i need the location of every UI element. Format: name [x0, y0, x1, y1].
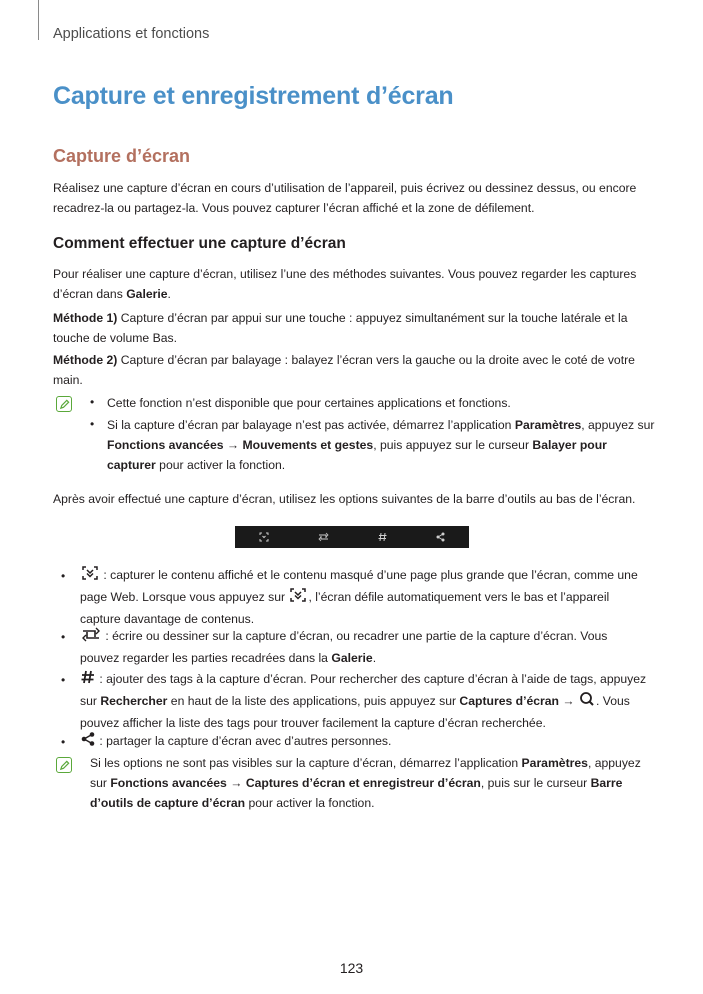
bullet-dot: • [61, 630, 66, 644]
howto-paragraph: Pour réaliser une capture d’écran, utilisez l’une des méthodes suivantes. Vous pouvez regarder les captures d’écran dans Galerie. [53, 267, 637, 301]
bullet-dot: • [90, 417, 95, 431]
note2-text: Si les options ne sont pas visibles sur la capture d’écran, démarrez l’application Paramètres, appuyez sur Fonctions avancées → Captures d’écran et enregistreur d’écran, puis sur le curseur Barre d’outils de capture d’écran pour activer la fonction. [90, 756, 641, 810]
tag-icon[interactable] [378, 532, 387, 542]
search-icon [578, 691, 596, 713]
note-icon [56, 396, 72, 412]
method-1: Méthode 1) Capture d’écran par appui sur une touche : appuyez simultanément sur la touche latérale et la touche de volume Bas. [53, 311, 628, 345]
option-tags: : ajouter des tags à la capture d’écran. Pour rechercher des capture d’écran à l’aide de tags, appuyez sur Rechercher en haut de la liste des applications, puis appuyez sur Captures d’écran → . Vous pouvez afficher la liste des tags pour trouver facilement la capture d’écran recherchée. [80, 669, 650, 733]
scroll-capture-icon [80, 565, 100, 587]
bullet-dot: • [61, 735, 66, 749]
after-paragraph: Après avoir effectué une capture d’écran, utilisez les options suivantes de la barre d’outils au bas de l’écran. [53, 492, 636, 506]
bullet-dot: • [61, 569, 66, 583]
note1-bullet-1: Cette fonction n’est disponible que pour certaines applications et fonctions. [107, 396, 511, 410]
page-title: Capture et enregistrement d’écran [53, 82, 454, 110]
note1-bullet-2: Si la capture d’écran par balayage n’est pas activée, démarrez l’application Paramètres, appuyez sur Fonctions avancées → Mouvements et gestes, puis appuyez sur le curseur Balayer pour capturer pour activer la fonction. [107, 418, 655, 472]
scroll-capture-icon[interactable] [259, 532, 269, 542]
section-header: Applications et fonctions [53, 26, 210, 42]
bullet-dot: • [90, 395, 95, 409]
header-rule [38, 0, 39, 40]
method-2: Méthode 2) Capture d’écran par balayage : balayez l’écran vers la gauche ou la droite avec le coté de votre main. [53, 353, 635, 387]
howto-heading: Comment effectuer une capture d’écran [53, 235, 346, 252]
option-share: : partager la capture d’écran avec d’autres personnes. [80, 731, 650, 753]
share-icon[interactable] [436, 532, 445, 542]
share-icon [80, 731, 96, 753]
draw-crop-icon [80, 626, 102, 648]
tag-icon [80, 669, 96, 691]
intro-paragraph: Réalisez une capture d’écran en cours d’utilisation de l’appareil, puis écrivez ou dessinez dessus, ou encore recadrez-la ou partagez-la. Vous pouvez capturer l’écran affiché et la zone de défilement. [53, 181, 637, 215]
section-subtitle: Capture d’écran [53, 146, 191, 166]
page-number: 123 [339, 960, 364, 976]
option-draw-crop: : écrire ou dessiner sur la capture d’écran, ou recadrer une partie de la capture d’écran. Vous pouvez regarder les parties recadrées dans la Galerie. [80, 626, 650, 668]
note-icon [56, 757, 72, 773]
scroll-capture-icon [288, 587, 308, 609]
screenshot-toolbar [235, 526, 469, 548]
bullet-dot: • [61, 673, 66, 687]
draw-crop-icon[interactable] [318, 532, 329, 542]
option-scroll-capture: : capturer le contenu affiché et le contenu masqué d’une page plus grande que l’écran, comme une page Web. Lorsque vous appuyez sur , l’écran défile automatiquement vers le bas et l’appareil capture davantage de contenus. [80, 565, 650, 629]
